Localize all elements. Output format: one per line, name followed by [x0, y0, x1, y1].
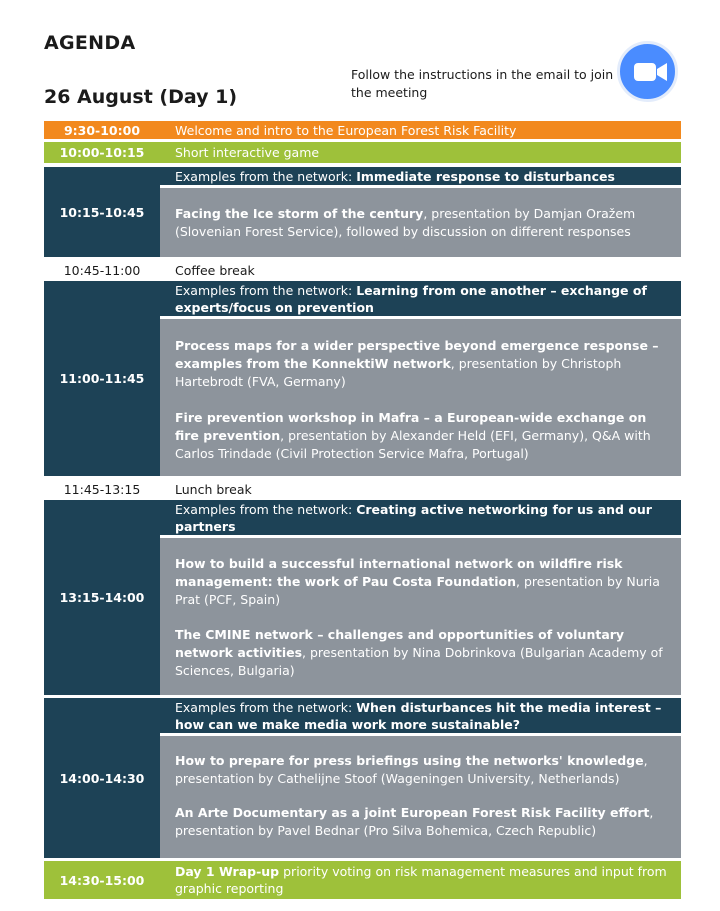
agenda-block-media [44, 698, 681, 858]
video-camera-icon[interactable] [617, 41, 678, 102]
block-header [160, 281, 681, 316]
block-header-prefix: Examples from the network: [175, 502, 357, 517]
agenda-row-wrapup [44, 861, 681, 899]
block-time: 11:00-11:45 [44, 281, 160, 476]
row-time: 11:45-13:15 [63, 481, 141, 497]
block-header [160, 167, 681, 185]
meeting-instruction: Follow the instructions in the email to join the meeting [351, 67, 614, 100]
presentation-item: How to build a successful international network on wildfire risk management: the work of Pau Costa Foundation, presentation by Nuria Prat (PCF, Spain) [175, 556, 660, 607]
block-body [160, 319, 681, 476]
block-time: 13:15-14:00 [44, 500, 160, 695]
row-label: Short interactive game [175, 145, 320, 160]
day-title: 26 August (Day 1) [44, 86, 238, 108]
block-header-topic: Immediate response to disturbances [356, 169, 615, 184]
presentation-item: Fire prevention workshop in Mafra – a European-wide exchange on fire prevention, presentation by Alexander Held (EFI, Germany), Q&A with Carlos Trindade (Civil Protection Service Mafra, Portugal) [175, 410, 651, 461]
block-time: 14:00-14:30 [44, 698, 160, 858]
row-label [175, 861, 669, 899]
block-body [160, 736, 681, 858]
wrapup-title: Day 1 Wrap-up [175, 864, 280, 879]
block-body [160, 188, 681, 257]
row-label: Lunch break [175, 481, 252, 497]
block-header-prefix: Examples from the network: [175, 700, 357, 715]
block-header-prefix: Examples from the network: [175, 283, 357, 298]
block-header-topic: Learning from one another – exchange of experts/focus on prevention [175, 283, 647, 315]
row-time: 10:00-10:15 [59, 145, 145, 160]
wrapup-text: priority voting on risk management measures and input from graphic reporting [175, 864, 667, 896]
agenda-row-coffee [44, 260, 681, 280]
row-label: Welcome and intro to the European Forest Risk Facility [175, 122, 517, 138]
agenda-row-lunch [44, 479, 681, 499]
block-header-topic: When disturbances hit the media interest – how can we make media work more sustainable? [175, 700, 662, 732]
block-body [160, 538, 681, 695]
block-header [160, 500, 681, 535]
presentation-item: An Arte Documentary as a joint European Forest Risk Facility effort, presentation by Pavel Bednar (Pro Silva Bohemica, Czech Republic) [175, 805, 654, 838]
block-time: 10:15-10:45 [44, 167, 160, 257]
row-time: 14:30-15:00 [59, 872, 145, 888]
block-header-topic: Creating active networking for us and our partners [175, 502, 652, 534]
row-time: 9:30-10:00 [63, 122, 141, 138]
agenda-block-learning [44, 281, 681, 476]
agenda-row-welcome [44, 121, 681, 139]
agenda-block-networking [44, 500, 681, 695]
row-label: Coffee break [175, 262, 255, 278]
block-header [160, 698, 681, 733]
block-header-prefix: Examples from the network: [175, 169, 357, 184]
presentation-item: Process maps for a wider perspective beyond emergence response – examples from the KonnektiW network, presentation by Christoph Hartebrodt (FVA, Germany) [175, 338, 659, 389]
agenda-row-game [44, 142, 681, 163]
agenda-heading: AGENDA [44, 32, 136, 54]
agenda-block-immediate-response [44, 167, 681, 257]
row-time: 10:45-11:00 [63, 262, 141, 278]
presentation-item: Facing the Ice storm of the century, presentation by Damjan Oražem (Slovenian Forest Service), followed by discussion on different responses [175, 206, 636, 239]
presentation-item: How to prepare for press briefings using the networks' knowledge, presentation by Cathelijne Stoof (Wageningen University, Netherlands) [175, 753, 648, 786]
presentation-item: The CMINE network – challenges and opportunities of voluntary network activities, presentation by Nina Dobrinkova (Bulgarian Academy of Sciences, Bulgaria) [175, 627, 663, 678]
